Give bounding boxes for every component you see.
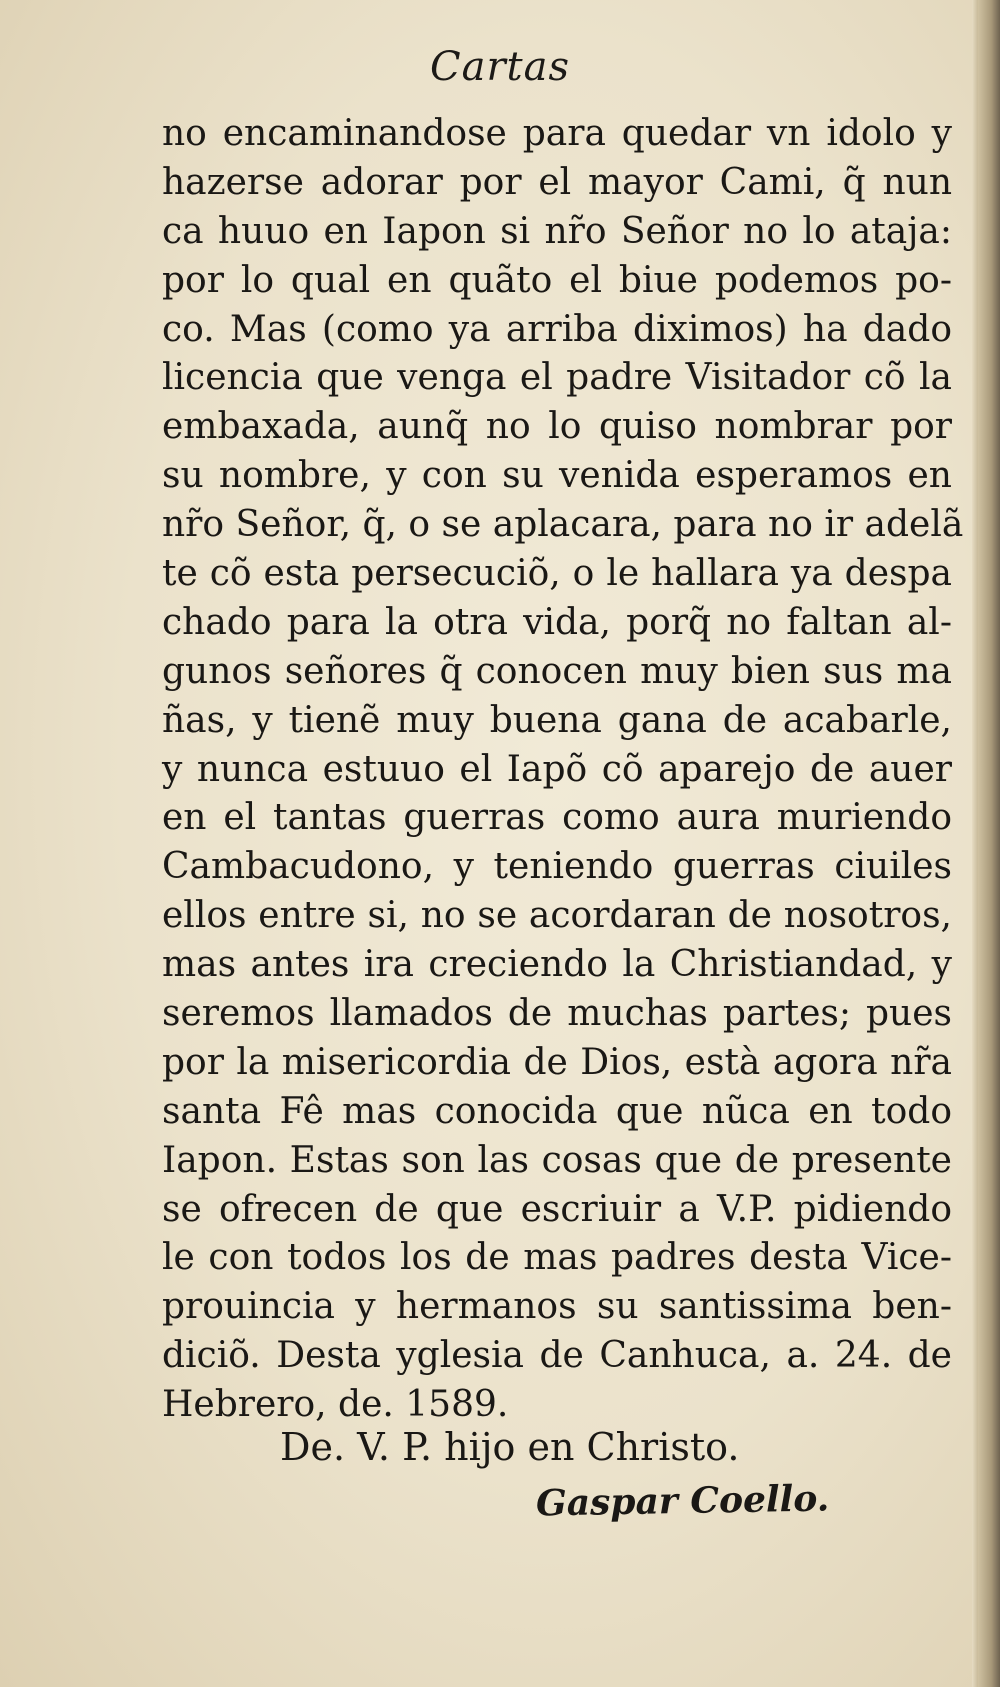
text-line: chado para la otra vida, porq̃ no faltan al- <box>162 601 952 643</box>
text-line: prouincia y hermanos su santissima ben- <box>162 1286 952 1328</box>
text-line: ellos entre si, no se acordaran de nosotros, <box>162 895 952 937</box>
next-page-edge <box>978 0 1000 1687</box>
text-line: por lo qual en quãto el biue podemos po- <box>162 259 952 301</box>
text-line: licencia que venga el padre Visitador cõ la <box>162 357 952 399</box>
text-line: mas antes ira creciendo la Christiandad, y <box>162 944 952 986</box>
signature: Gaspar Coello. <box>535 1477 830 1525</box>
text-line: gunos señores q̃ conocen muy bien sus ma <box>162 650 952 692</box>
text-line: hazerse adorar por el mayor Cami, q̃ nun <box>162 161 952 203</box>
text-line: en el tantas guerras como aura muriendo <box>162 797 952 839</box>
text-line: por la misericordia de Dios, està agora nr̃a <box>162 1041 952 1083</box>
closing-salutation: De. V. P. hijo en Christo. <box>280 1425 740 1469</box>
text-line: no encaminandose para quedar vn idolo y <box>162 113 952 154</box>
text-line: Iapon. Estas son las cosas que de presente <box>162 1139 952 1181</box>
text-line: le con todos los de mas padres desta Vice- <box>162 1237 952 1279</box>
running-head: Cartas <box>429 44 571 90</box>
text-line: y nunca estuuo el Iapõ cõ aparejo de auer <box>162 748 952 790</box>
text-line-date: Hebrero, de. 1589. <box>162 1384 509 1426</box>
text-line: te cõ esta persecuciõ, o le hallara ya despa <box>162 553 952 595</box>
text-line: nr̃o Señor, q̃, o se aplacara, para no ir adelã <box>162 504 964 546</box>
text-line: seremos llamados de muchas partes; pues <box>162 993 952 1035</box>
text-line: co. Mas (como ya arriba diximos) ha dado <box>162 308 952 350</box>
text-line: Cambacudono, y teniendo guerras ciuiles <box>162 846 952 888</box>
letter-body <box>162 110 964 1430</box>
text-line: ñas, y tienẽ muy buena gana de acabarle, <box>162 699 952 741</box>
text-line: santa Fê mas conocida que nũca en todo <box>162 1090 952 1132</box>
text-line: su nombre, y con su venida esperamos en <box>162 455 952 497</box>
text-line: ca huuo en Iapon si nr̃o Señor no lo ataja: <box>162 210 952 252</box>
text-line: se ofrecen de que escriuir a V.P. pidiendo <box>162 1188 952 1230</box>
text-line: embaxada, aunq̃ no lo quiso nombrar por <box>162 406 952 448</box>
text-line: diciõ. Desta yglesia de Canhuca, a. 24. de <box>162 1335 952 1377</box>
